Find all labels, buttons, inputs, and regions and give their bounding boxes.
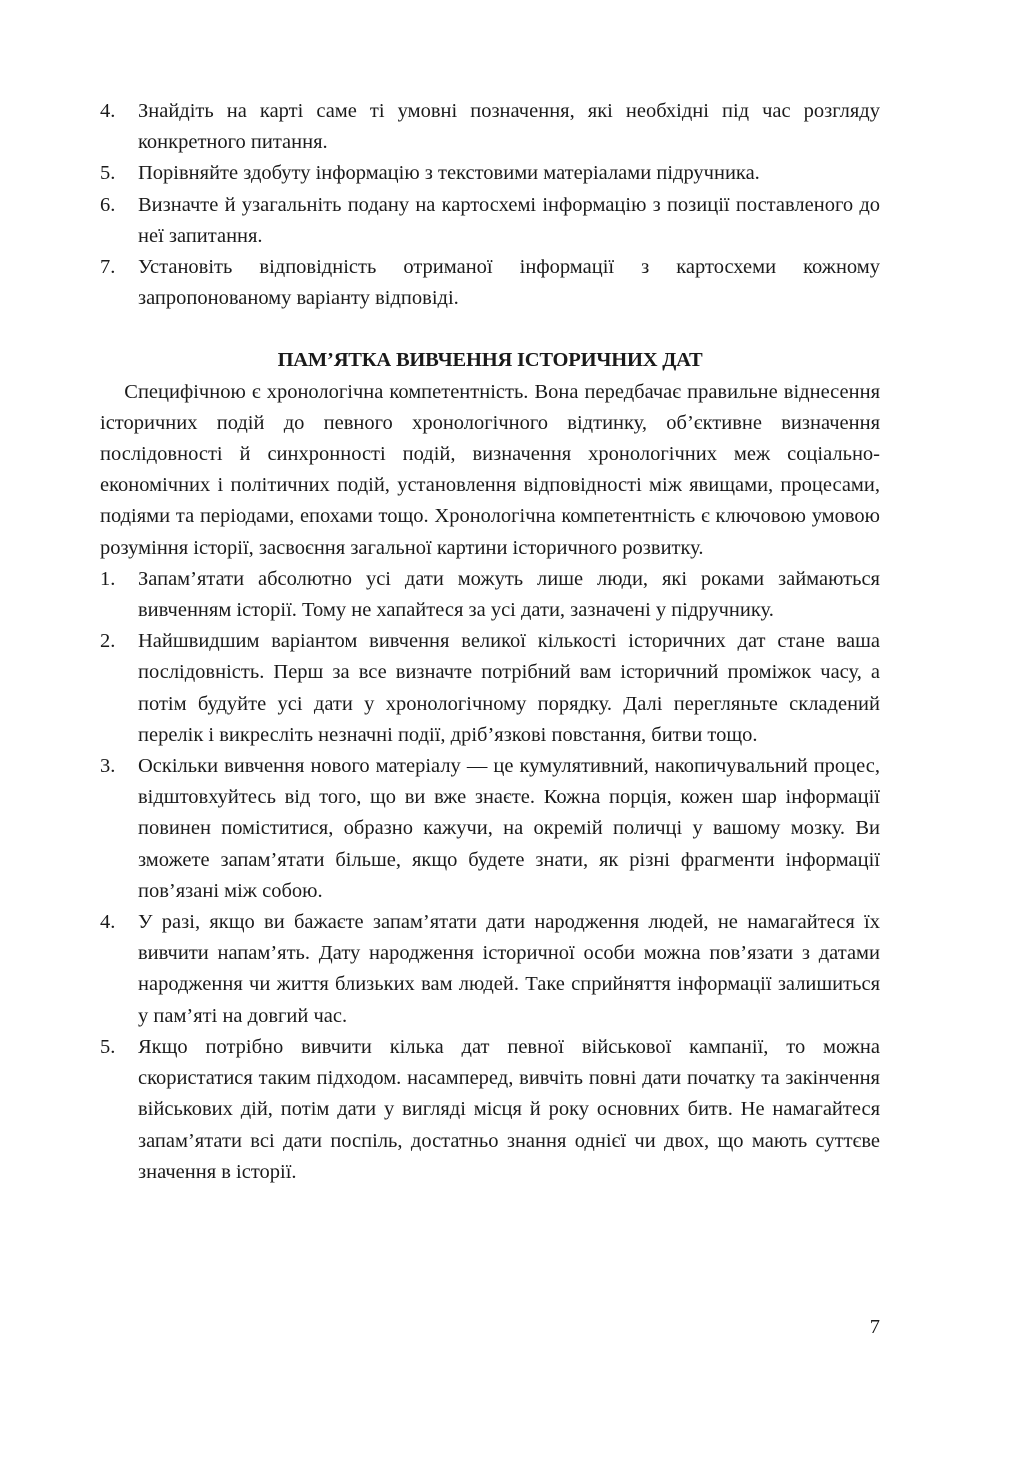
intro-text: Специфічною є хронологічна компетентність. Вона передбачає правильне віднесення історичних подій до певного хронологічного відтинку, об’єктивне визначення послідовності й синхронності подій, визначення хронологічних меж соціально-економічних і політичних подій, установлення відповідності між явищами, процесами, подіями та періодами, епохами тощо. Хронологічна компетентність є ключовою умовою розуміння історії, засвоєння загальної картини історичного розвитку. (100, 380, 880, 559)
list-item-number: 3. (100, 755, 116, 778)
top-list (100, 96, 880, 314)
list-item-text: Визначте й узагальніть подану на картосхемі інформацію з позиції поставленого до неї запитання. (138, 193, 880, 247)
list-item (100, 751, 880, 907)
list-item-number: 1. (100, 567, 116, 590)
list-item (100, 1032, 880, 1188)
list-item (100, 564, 880, 626)
list-item-number: 4. (100, 100, 116, 122)
list-item (100, 907, 880, 1032)
list-item (100, 252, 880, 314)
list-item (100, 96, 880, 158)
list-item-number: 5. (100, 1035, 116, 1058)
list-item-text: Запам’ятати абсолютно усі дати можуть лише люди, які роками займаються вивченням історії. Тому не хапайтеся за усі дати, зазначені у підручнику. (138, 567, 880, 622)
list-item-text: Знайдіть на карті саме ті умовні позначення, які необхідні під час розгляду конкретного питання. (138, 100, 880, 154)
list-item (100, 158, 880, 189)
list-item-text: Якщо потрібно вивчити кілька дат певної військової кампанії, то можна скористатися таким підходом. насамперед, вивчіть повні дати початку та закінчення військових дій, потім дати у вигляді місця й року основних битв. Не намагайтеся запам’ятати всі дати поспіль, достатньо знання однієї чи двох, що мають суттєве значення в історії. (138, 1035, 880, 1183)
list-item-text: Установіть відповідність отриманої інформації з картосхеми кожному запропонованому варіанту відповіді. (138, 256, 880, 310)
intro-paragraph (100, 377, 880, 564)
list-item-number: 5. (100, 162, 116, 185)
list-item-number: 7. (100, 256, 116, 279)
page-number: 7 (869, 1316, 880, 1338)
list-item-number: 6. (100, 193, 116, 216)
list-item-number: 4. (100, 911, 116, 934)
memo-list (100, 564, 880, 1188)
list-item (100, 626, 880, 751)
list-item-text: Оскільки вивчення нового матеріалу — це кумулятивний, накопичувальний процес, відштовхуйтесь від того, що ви вже знаєте. Кожна порція, кожен шар інформації повинен поміститися, образно кажучи, на окремій поличці у вашому мозку. Ви зможете запам’ятати більше, якщо будете знати, як різні фрагменти інформації пов’язані між собою. (138, 755, 880, 902)
list-item-text: Порівняйте здобуту інформацію з текстовими матеріалами підручника. (138, 162, 760, 185)
page-content (100, 96, 880, 1188)
list-item-text: У разі, якщо ви бажаєте запам’ятати дати народження людей, не намагайтеся їх вивчити напам’ять. Дату народження історичної особи можна пов’язати з датами народження чи життя близьких вам людей. Таке сприйняття інформації залишиться у пам’яті на довгий час. (138, 911, 880, 1027)
list-item (100, 190, 880, 252)
section-heading: ПАМ’ЯТКА ВИВЧЕННЯ ІСТОРИЧНИХ ДАТ (277, 349, 703, 372)
list-item-text: Найшвидшим варіантом вивчення великої кількості історичних дат стане ваша послідовність. Перш за все визначте потрібний вам історичний проміжок часу, а потім будуйте усі дати у хронологічному порядку. Далі перегляньте складений перелік і викресліть незначні події, дріб’язкові повстання, битви тощо. (138, 630, 880, 746)
list-item-number: 2. (100, 630, 116, 653)
